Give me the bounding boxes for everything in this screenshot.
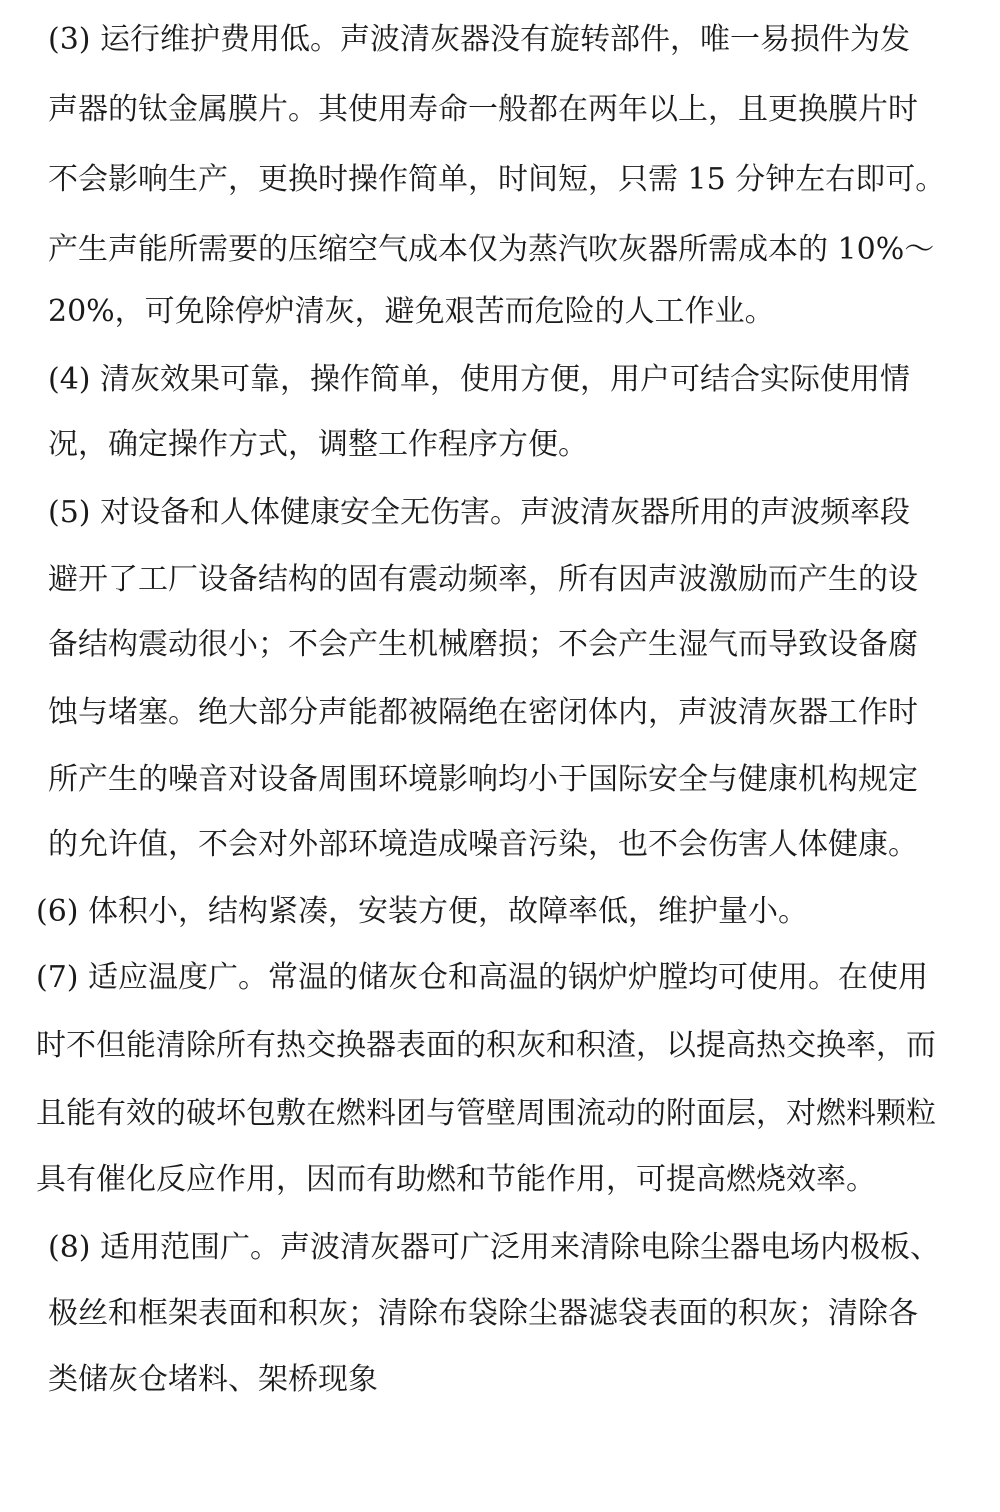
text-line: (5) 对设备和人体健康安全无伤害。声波清灰器所用的声波频率段 xyxy=(48,495,911,530)
text-line: 具有催化反应作用，因而有助燃和节能作用，可提高燃烧效率。 xyxy=(36,1162,876,1197)
text-line: (8) 适用范围广。声波清灰器可广泛用来清除电除尘器电场内极板、 xyxy=(48,1230,941,1265)
text-line: 避开了工厂设备结构的固有震动频率，所有因声波激励而产生的设 xyxy=(48,562,918,597)
text-line: 时不但能清除所有热交换器表面的积灰和积渣，以提高热交换率，而 xyxy=(36,1028,936,1063)
text-line: 产生声能所需要的压缩空气成本仅为蒸汽吹灰器所需成本的 10%～ xyxy=(48,232,935,267)
text-line: 声器的钛金属膜片。其使用寿命一般都在两年以上，且更换膜片时 xyxy=(48,92,918,127)
text-line: 所产生的噪音对设备周围环境影响均小于国际安全与健康机构规定 xyxy=(48,762,918,797)
text-line: 的允许值，不会对外部环境造成噪音污染，也不会伤害人体健康。 xyxy=(48,827,918,862)
text-line: 类储灰仓堵料、架桥现象 xyxy=(48,1362,378,1397)
text-line: 不会影响生产，更换时操作简单，时间短，只需 15 分钟左右即可。 xyxy=(48,162,946,197)
text-line: (3) 运行维护费用低。声波清灰器没有旋转部件，唯一易损件为发 xyxy=(48,22,911,57)
text-line: 20%，可免除停炉清灰，避免艰苦而危险的人工作业。 xyxy=(48,294,775,329)
text-line: (4) 清灰效果可靠，操作简单，使用方便，用户可结合实际使用情 xyxy=(48,362,911,397)
text-line: (7) 适应温度广。常温的储灰仓和高温的锅炉炉膛均可使用。在使用 xyxy=(36,960,929,995)
text-line: 况，确定操作方式，调整工作程序方便。 xyxy=(48,427,588,462)
text-line: 极丝和框架表面和积灰；清除布袋除尘器滤袋表面的积灰；清除各 xyxy=(48,1296,918,1331)
text-line: (6) 体积小，结构紧凑，安装方便，故障率低，维护量小。 xyxy=(36,894,809,929)
text-line: 且能有效的破坏包敷在燃料团与管壁周围流动的附面层，对燃料颗粒 xyxy=(36,1096,936,1131)
text-line: 备结构震动很小；不会产生机械磨损；不会产生湿气而导致设备腐 xyxy=(48,627,918,662)
text-line: 蚀与堵塞。绝大部分声能都被隔绝在密闭体内，声波清灰器工作时 xyxy=(48,695,918,730)
